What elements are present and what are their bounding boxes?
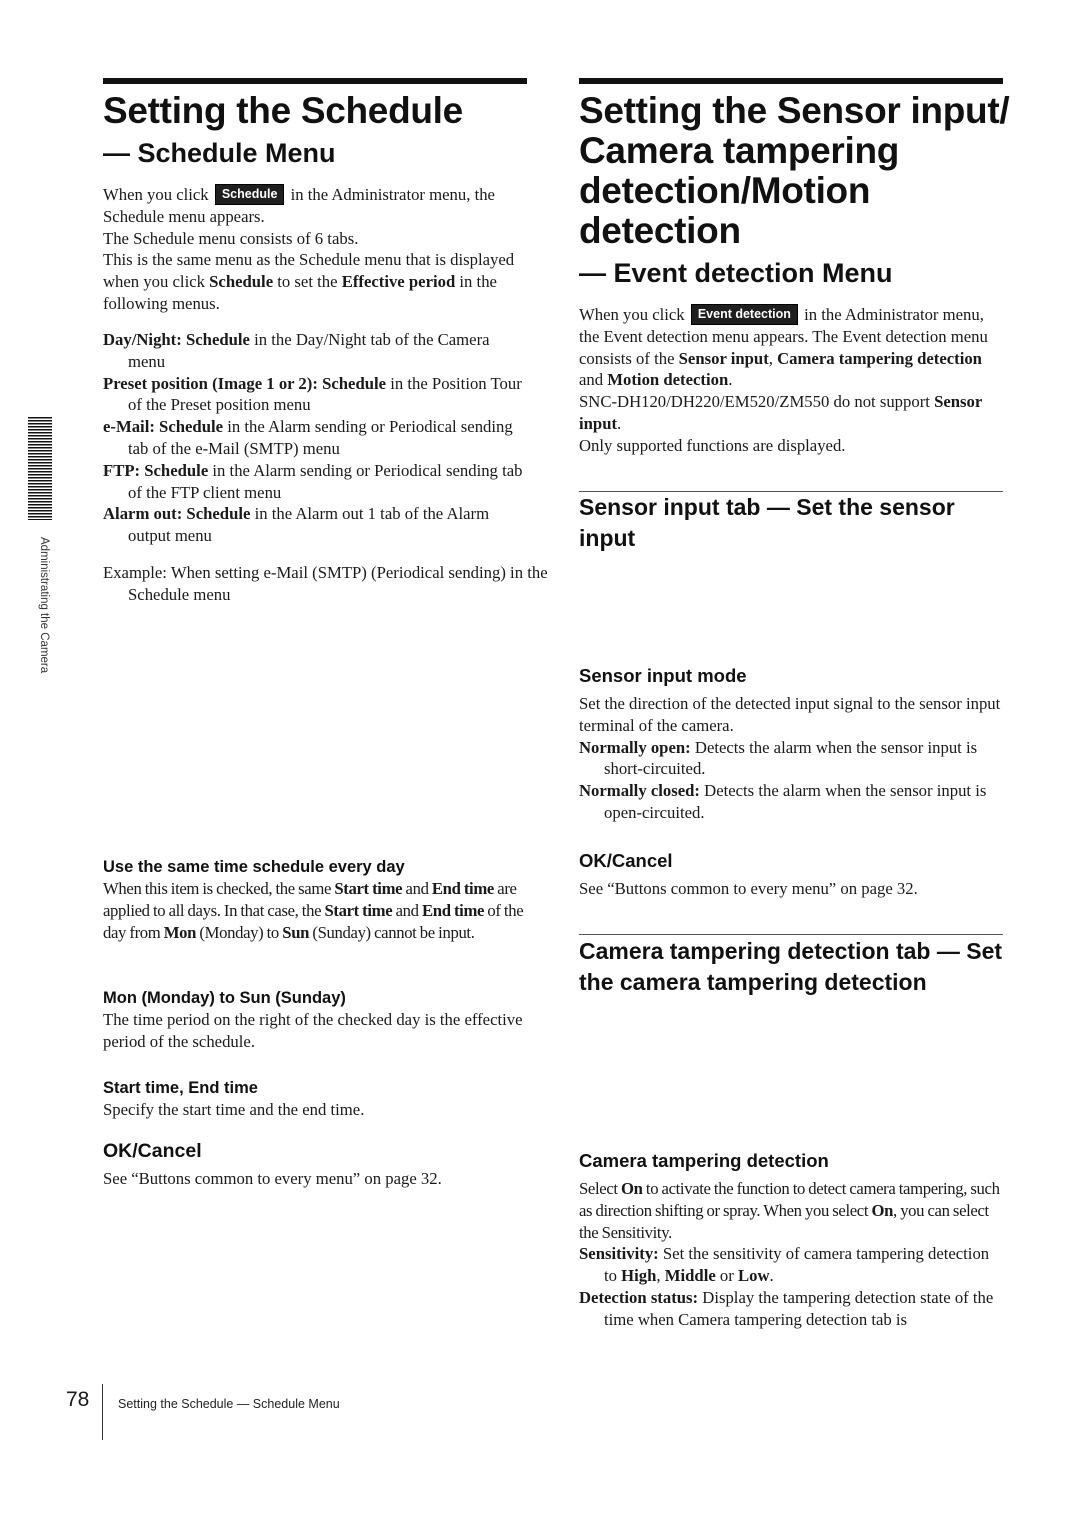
schedule-button-image: Schedule <box>215 184 285 205</box>
example-text: Example: When setting e-Mail (SMTP) (Periodical sending) in the Schedule menu <box>103 563 548 604</box>
ok-cancel-heading-right: OK/Cancel <box>579 850 673 871</box>
schedule-intro: When you click Schedule in the Administrator menu, the Schedule menu appears. The Schedule menu consists of 6 tabs. This is the same menu as the Schedule menu that is displayed when you click Schedule to set the Effective period in the following menus. <box>103 185 515 313</box>
footer-divider <box>102 1384 103 1440</box>
subtitle-right: — Event detection Menu <box>579 258 893 288</box>
tamper-tab-heading: Camera tampering detection tab — Set the camera tampering detection <box>579 938 1003 995</box>
chapter-thumb-tab <box>28 417 52 520</box>
event-intro: When you click Event detection in the Administrator menu, the Event detection menu appears. The Event detection menu consists of the Sensor input, Camera tampering detection and Motion detection. SNC-DH120/DH220/EM520/ZM550 do not support Sensor input. Only supported functions are displayed. <box>579 305 988 455</box>
list-item: Day/Night: Schedule in the Day/Night tab of the Camera menu <box>103 330 490 371</box>
page-title-left: Setting the Schedule <box>103 90 463 131</box>
chapter-side-label: Administrating the Camera <box>38 537 50 674</box>
running-footer: Setting the Schedule — Schedule Menu <box>118 1397 340 1411</box>
sensor-mode-heading: Sensor input mode <box>579 665 747 686</box>
schedule-menu-list <box>103 329 528 547</box>
tamper-heading: Camera tampering detection <box>579 1150 829 1171</box>
mon-sun-body: The time period on the right of the checked day is the effective period of the schedule. <box>103 1010 523 1051</box>
start-end-heading: Start time, End time <box>103 1079 258 1097</box>
page-number: 78 <box>66 1388 90 1411</box>
list-item: FTP: Schedule in the Alarm sending or Periodical sending tab of the FTP client menu <box>103 460 523 502</box>
list-item: e-Mail: Schedule in the Alarm sending or Periodical sending tab of the e-Mail (SMTP) menu <box>103 417 513 458</box>
list-item: Preset position (Image 1 or 2): Schedule in the Position Tour of the Preset position menu <box>103 373 522 415</box>
sensor-mode-body: Set the direction of the detected input signal to the sensor input terminal of the camera. Normally open: Detects the alarm when the sensor input is short-circuited. Normally closed: Detects the alarm when the sensor input is open-circuited. <box>579 694 1001 822</box>
sensor-tab-heading: Sensor input tab — Set the sensor input <box>579 494 955 551</box>
list-item: Alarm out: Schedule in the Alarm out 1 tab of the Alarm output menu <box>103 504 490 546</box>
event-detection-button-image: Event detection <box>691 304 798 325</box>
mon-sun-heading: Mon (Monday) to Sun (Sunday) <box>103 989 346 1007</box>
tamper-section-rule <box>579 934 1003 935</box>
start-end-body: Specify the start time and the end time. <box>103 1100 365 1119</box>
same-time-body: When this item is checked, the same Start time and End time are applied to all days. In that case, the Start time and End time of the day from Mon (Monday) to Sun (Sunday) cannot be input. <box>103 879 524 942</box>
subtitle-left: — Schedule Menu <box>103 138 336 168</box>
ok-cancel-heading-left: OK/Cancel <box>103 1140 202 1162</box>
same-time-heading: Use the same time schedule every day <box>103 858 405 876</box>
right-title-rule <box>579 78 1003 84</box>
tamper-body: Select On to activate the function to detect camera tampering, such as direction shifting or spray. When you select On, you can select the Sensitivity. Sensitivity: Set the sensitivity of camera tampering detection to High, Middle or Low. Detection status: Display the tampering detection state of the time when Camera tampering detection tab is <box>579 1179 1000 1329</box>
ok-cancel-body-right: See “Buttons common to every menu” on page 32. <box>579 879 918 898</box>
left-title-rule <box>103 78 527 84</box>
page-title-right: Setting the Sensor input/ Camera tampering detection/Motion detection <box>579 90 1010 251</box>
ok-cancel-body-left: See “Buttons common to every menu” on page 32. <box>103 1169 442 1188</box>
